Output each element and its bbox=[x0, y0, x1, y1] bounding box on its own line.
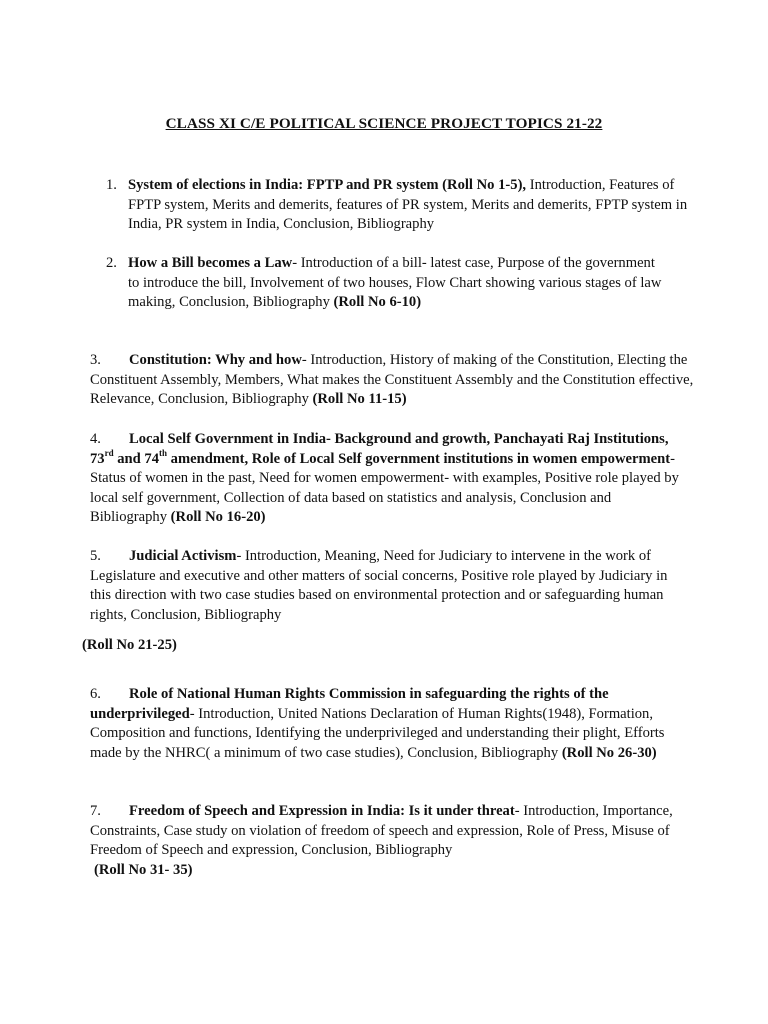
item-3 bbox=[90, 351, 696, 410]
page-title: CLASS XI C/E POLITICAL SCIENCE PROJECT TOPICS 21-22 bbox=[165, 115, 603, 132]
item-6 bbox=[90, 685, 690, 763]
item-4-body: - Status of women in the past, Need for women empowerment- with examples, Positive role played by local self government, Collection of data based on statistics and analysis, Conclusion and Bibliography bbox=[90, 450, 679, 526]
item-7 bbox=[90, 802, 686, 861]
item-4-roll: (Roll No 16-20) bbox=[170, 509, 266, 526]
item-5-number: 5. bbox=[90, 548, 101, 564]
item-3-number: 3. bbox=[90, 352, 101, 368]
item-7-body: - Introduction, Importance, Constraints, Case study on violation of freedom of speech and expression, Role of Press, Misuse of Freedom of Speech and expression, Conclusion, Bibliography bbox=[90, 803, 673, 859]
item-1-heading: System of elections in India: FPTP and PR system (Roll No 1-5), bbox=[128, 177, 527, 193]
item-2-number: 2. bbox=[106, 255, 117, 271]
item-6-heading: Role of National Human Rights Commission in safeguarding the rights of the underprivileged bbox=[90, 686, 609, 722]
item-2 bbox=[128, 254, 664, 313]
item-4-heading: Local Self Government in India- Background and growth, Panchayati Raj Institutions, 73rd and 74th amendment, Role of Local Self government institutions in women empowerment bbox=[90, 431, 671, 467]
item-5-roll: (Roll No 21-25) bbox=[82, 637, 177, 653]
item-5-body: - Introduction, Meaning, Need for Judiciary to intervene in the work of Legislature and executive and other matters of social concerns, Positive role played by Judiciary in this direction with two case studies based on environmental protection and or safeguarding human rights, Conclusion, Bibliography bbox=[90, 548, 668, 623]
item-7-heading: Freedom of Speech and Expression in India: Is it under threat bbox=[129, 803, 515, 819]
item-7-number: 7. bbox=[90, 803, 101, 819]
item-2-heading: How a Bill becomes a Law bbox=[128, 255, 293, 271]
item-1 bbox=[128, 176, 688, 235]
item-6-roll: (Roll No 26-30) bbox=[561, 744, 657, 761]
item-1-number: 1. bbox=[106, 177, 117, 193]
item-5-heading: Judicial Activism bbox=[129, 548, 237, 564]
item-4 bbox=[90, 430, 686, 528]
item-5 bbox=[90, 547, 680, 625]
item-4-number: 4. bbox=[90, 431, 101, 447]
item-2-body: - Introduction of a bill- latest case, Purpose of the government to introduce the bill, Involvement of two houses, Flow Chart showing various stages of law making, Conclusion, Bibliography bbox=[128, 255, 662, 311]
item-7-roll: (Roll No 31- 35) bbox=[94, 862, 193, 878]
item-3-heading: Constitution: Why and how bbox=[129, 352, 302, 368]
item-3-body: - Introduction, History of making of the Constitution, Electing the Constituent Assembly, Members, What makes the Constituent Assembly and the Constitution effective, Relevance, Conclusion, Bibliography bbox=[90, 352, 694, 408]
item-6-body: - Introduction, United Nations Declaration of Human Rights(1948), Formation, Composition and functions, Identifying the underprivileged and understanding their plight, Efforts made by the NHRC( a minimum of two case studies), Conclusion, Bibliography bbox=[90, 705, 665, 761]
item-6-number: 6. bbox=[90, 686, 101, 702]
item-1-body: Introduction, Features of FPTP system, Merits and demerits, features of PR system, Merits and demerits, FPTP system in India, PR system in India, Conclusion, Bibliography bbox=[128, 177, 688, 233]
item-3-roll: (Roll No 11-15) bbox=[312, 391, 407, 408]
item-2-roll: (Roll No 6-10) bbox=[333, 294, 422, 311]
